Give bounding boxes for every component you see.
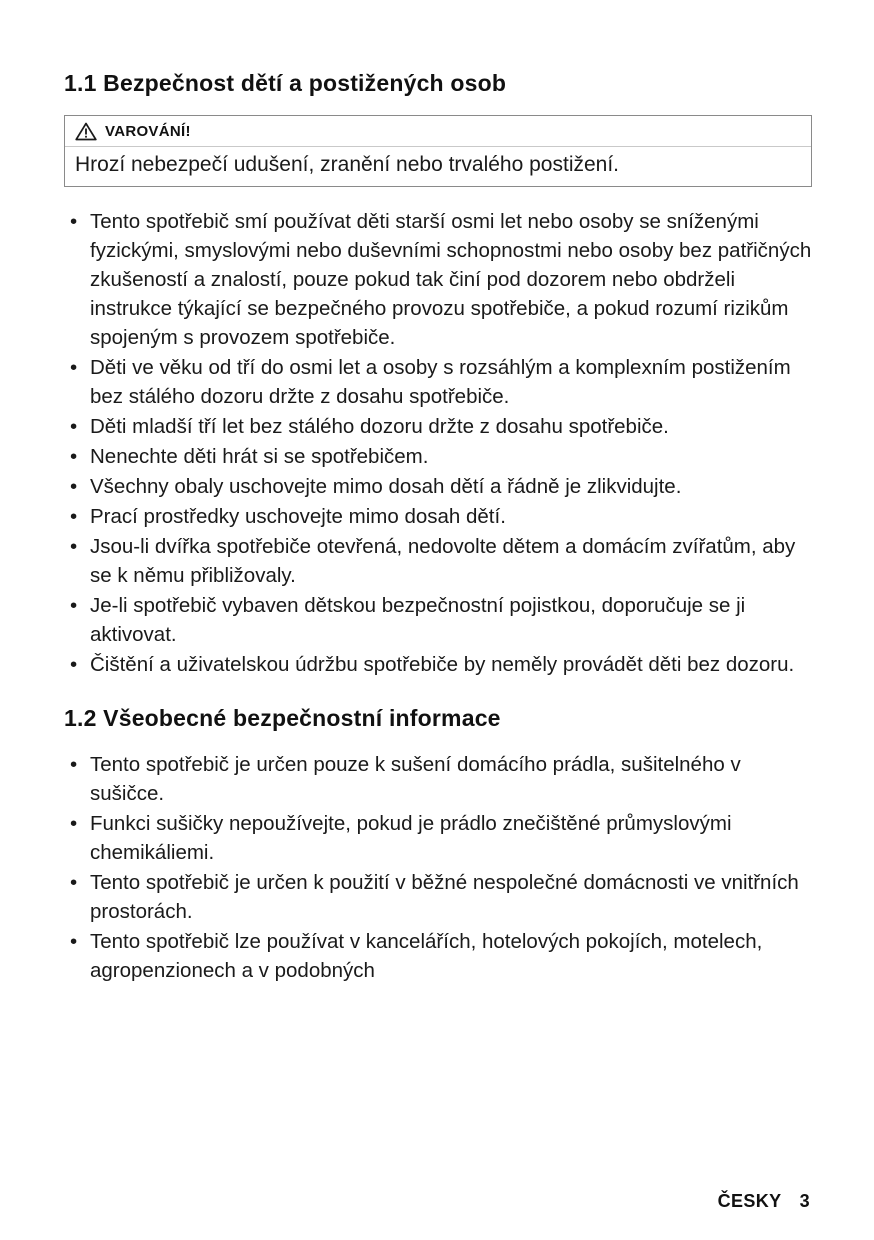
warning-header — [65, 116, 811, 147]
page-footer — [718, 1191, 810, 1212]
section-2-title: 1.2 Všeobecné bezpečnostní informace — [64, 705, 501, 731]
bullet-item: • Tento spotřebič smí používat děti starší osmi let nebo osoby se sníženými fyzickými, smyslovými nebo duševními schopnostmi nebo osoby bez patřičných zkušeností a znalostí, pouze pokud tak činí pod dozorem nebo obdrželi instrukce týkající se bezpečného provozu spotřebiče, a pokud rozumí rizikům spojeným s provozem spotřebiče. — [64, 207, 812, 352]
warning-label: VAROVÁNÍ! — [105, 123, 191, 140]
page-content — [64, 70, 812, 993]
section-2-bullet-list — [64, 750, 812, 985]
section-1-title: 1.1 Bezpečnost dětí a postižených osob — [64, 70, 507, 96]
bullet-item: • Děti ve věku od tří do osmi let a osoby s rozsáhlým a komplexním postižením bez stálého dozoru držte z dosahu spotřebiče. — [64, 353, 812, 411]
bullet-item: • Tento spotřebič je určen pouze k sušení domácího prádla, sušitelného v sušičce. — [64, 750, 812, 808]
warning-triangle-icon — [75, 122, 97, 141]
bullet-item: • Děti mladší tří let bez stálého dozoru držte z dosahu spotřebiče. — [64, 412, 812, 441]
bullet-item: • Všechny obaly uschovejte mimo dosah dětí a řádně je zlikvidujte. — [64, 472, 812, 501]
section-1-bullet-list — [64, 207, 812, 679]
warning-message: Hrozí nebezpečí udušení, zranění nebo trvalého postižení. — [75, 153, 620, 176]
warning-box — [64, 115, 812, 187]
bullet-item: • Je-li spotřebič vybaven dětskou bezpečnostní pojistkou, doporučuje se ji aktivovat. — [64, 591, 812, 649]
bullet-item: • Prací prostředky uschovejte mimo dosah dětí. — [64, 502, 812, 531]
footer-page-number: 3 — [799, 1191, 810, 1211]
bullet-item: • Tento spotřebič lze používat v kancelářích, hotelových pokojích, motelech, agropenzionech a v podobných — [64, 927, 812, 985]
bullet-item: • Tento spotřebič je určen k použití v běžné nespolečné domácnosti ve vnitřních prostorách. — [64, 868, 812, 926]
footer-language-label: ČESKY — [717, 1191, 782, 1211]
bullet-item: • Čištění a uživatelskou údržbu spotřebiče by neměly provádět děti bez dozoru. — [64, 650, 812, 679]
bullet-item: • Funkci sušičky nepoužívejte, pokud je prádlo znečištěné průmyslovými chemikáliemi. — [64, 809, 812, 867]
bullet-item: • Nenechte děti hrát si se spotřebičem. — [64, 442, 812, 471]
bullet-item: • Jsou-li dvířka spotřebiče otevřená, nedovolte dětem a domácím zvířatům, aby se k němu přibližovaly. — [64, 532, 812, 590]
